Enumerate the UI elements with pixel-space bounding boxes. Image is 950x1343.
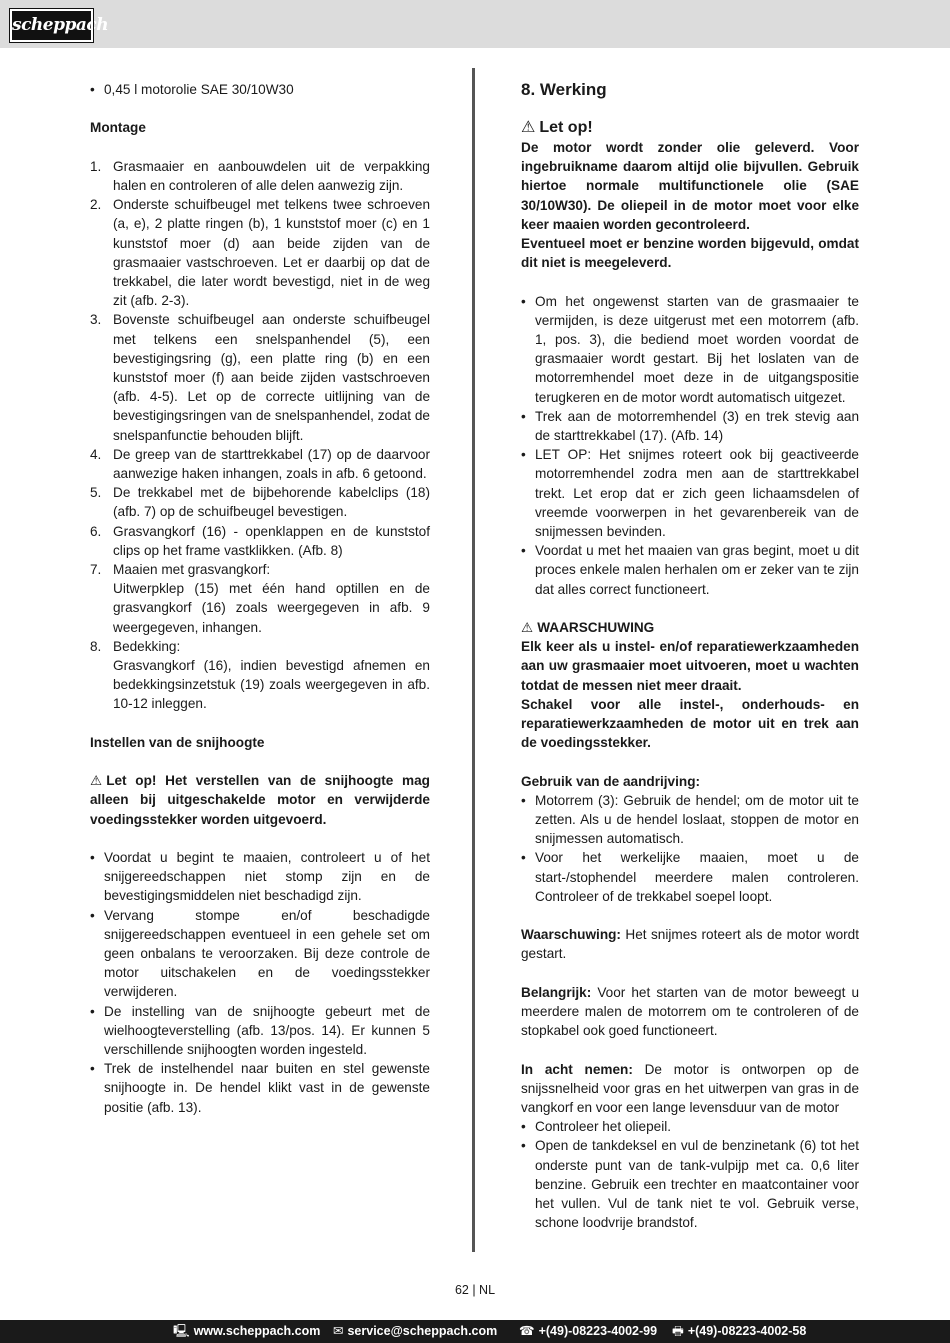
height-warning: ⚠ Let op! Het verstellen van de snijhoogte mag alleen bij uitgeschakelde motor en verwijderde voedingsstekker worden uitgevoerd. bbox=[90, 773, 430, 827]
warning-icon: ⚠ bbox=[90, 773, 103, 789]
list-item: 4. De greep van de starttrekkabel (17) op de daarvoor aanwezige haken inhangen, zoals in afb. 6 getoond. bbox=[90, 446, 430, 482]
column-divider bbox=[472, 68, 475, 1252]
list-item: 7. Maaien met grasvangkorf: Uitwerpklep (15) met één hand optillen en de grasvangkorf (16) zoals weergegeven in afb. 9 weergegeven, inhangen. bbox=[90, 562, 430, 635]
section-title: 8. Werking bbox=[521, 80, 607, 99]
operation-bullets bbox=[521, 292, 859, 599]
list-item: 2. Onderste schuifbeugel met telkens twee schroeven (a, e), 2 platte ringen (b), 1 kunststof moer (c) en 1 kunststof moer (d) aan beide zijden van de grasmaaier vastschroeven. Let er daarbij op dat de trekkabel, die later wordt bevestigd, niet in de weg zit (afb. 2-3). bbox=[90, 197, 430, 309]
list-item: • Trek de instelhendel naar buiten en stel gewenste snijhoogte in. De hendel klikt vast in de gewenste positie (afb. 13). bbox=[90, 1059, 430, 1117]
drive-heading: Gebruik van de aandrijving: bbox=[521, 773, 701, 789]
left-column bbox=[90, 80, 430, 1117]
warning-heading: ⚠ WAARSCHUWING bbox=[521, 618, 859, 637]
footer-email[interactable]: ✉ service@scheppach.com bbox=[333, 1320, 497, 1343]
list-item: • Controleer het oliepeil. bbox=[521, 1117, 859, 1136]
montage-steps bbox=[90, 157, 430, 714]
list-item: • Voordat u met het maaien van gras begint, moet u dit proces enkele malen herhalen om er zeker van te zijn dat alles correct functioneert. bbox=[521, 541, 859, 599]
inacht-paragraph: In acht nemen: De motor is ontworpen op de snijssnelheid voor gras en het uitwerpen van gras in de vangkorf en voor een lange levensduur van de motor bbox=[521, 1061, 860, 1116]
list-item: • LET OP: Het snijmes roteert ook bij geactiveerde motorremhendel zodra men aan de starttrekkabel trekt. Let erop dat er zich geen lichaamsdelen of vreemde voorwerpen in het gevarenbereik van de snijmessen bevinden. bbox=[521, 445, 859, 541]
warning-text-2: Schakel voor alle instel-, onderhouds- en reparatiewerkzaamheden de motor uit en trek aan de voedingsstekker. bbox=[521, 696, 859, 751]
list-item: 6. Grasvangkorf (16) - openklappen en de kunststof clips op het frame vastklikken. (Afb. 8) bbox=[90, 523, 430, 558]
belangrijk-paragraph: Belangrijk: Voor het starten van de motor beweegt u meerdere malen de motorrem om te controleren of de stopkabel ook goed functioneert. bbox=[521, 984, 859, 1039]
height-bullets bbox=[90, 848, 430, 1117]
fax-icon: 🖶 bbox=[672, 1324, 684, 1338]
list-item: • 0,45 l motorolie SAE 30/10W30 bbox=[90, 80, 430, 99]
warning-text: Elk keer als u instel- en/of reparatiewerkzaamheden aan uw grasmaaier moet uitvoeren, moet u wachten totdat de messen niet meer draait. bbox=[521, 639, 859, 693]
list-item: • Open de tankdeksel en vul de benzinetank (6) tot het onderste punt van de tank-vulpijp met ca. 0,6 liter benzine. Gebruik een trechter en maatcontainer voor het vullen. Vul de tank niet te vol. Gebruik verse, schone loodvrije brandstof. bbox=[521, 1136, 859, 1232]
warning-icon: ⚠ bbox=[521, 620, 534, 636]
mail-icon: ✉ bbox=[333, 1324, 344, 1338]
attention-heading: ⚠ Let op! bbox=[521, 119, 593, 136]
waarschuwing-paragraph: Waarschuwing: Het snijmes roteert als de motor wordt gestart. bbox=[521, 927, 859, 962]
list-item: • Vervang stompe en/of beschadigde snijgereedschappen eventueel in een gehele set om geen onbalans te veroorzaken. Bij deze controle de motor uitschakelen en de voedingsstekker verwijderen. bbox=[90, 906, 430, 1002]
list-item: • Trek aan de motorremhendel (3) en trek stevig aan de starttrekkabel (17). (Afb. 14) bbox=[521, 407, 859, 445]
right-column bbox=[521, 80, 859, 1232]
footer-website[interactable]: 🖳 www.scheppach.com bbox=[173, 1320, 320, 1343]
header-bar bbox=[0, 0, 950, 48]
snijhoogte-heading: Instellen van de snijhoogte bbox=[90, 734, 265, 750]
list-item: • Om het ongewenst starten van de grasmaaier te vermijden, is deze uitgerust met een motorrem (afb. 1, pos. 3), die bediend moet worden voordat de grasmaaier wordt gestart. Bij het loslaten van de motorremhendel moet deze in de uitgangspositie terugkeren en de motor wordt automatisch uitgezet. bbox=[521, 292, 859, 407]
list-item: • De instelling van de snijhoogte gebeurt met de wielhoogteverstelling (afb. 13/pos. 14). Er kunnen 5 verschillende snijhoogten worden ingesteld. bbox=[90, 1002, 430, 1060]
list-item: • Voor het werkelijke maaien, moet u de start-/stophendel meerdere malen controleren. Controleer of de trekkabel soepel loopt. bbox=[521, 848, 859, 906]
attention-text: De motor wordt zonder olie geleverd. Voor ingebruikname daarom altijd olie bijvullen. Gebruik hiertoe normale multifunctionele olie (SAE 30/10W30). De oliepeil in de motor moet voor elke keer maaien worden gecontroleerd. bbox=[521, 140, 859, 232]
final-bullets bbox=[521, 1117, 859, 1232]
computer-icon: 🖳 bbox=[173, 1324, 190, 1338]
list-item: • Motorrem (3): Gebruik de hendel; om de motor uit te zetten. Als u de hendel loslaat, stoppen de motor en snijmessen automatisch. bbox=[521, 791, 859, 849]
montage-heading: Montage bbox=[90, 120, 146, 136]
phone-icon: ☎ bbox=[519, 1324, 535, 1338]
attention-text-2: Eventueel moet er benzine worden bijgevuld, omdat dit niet is meegeleverd. bbox=[521, 236, 859, 271]
page-number: 62 | NL bbox=[454, 1283, 496, 1297]
list-item: 1. Grasmaaier en aanbouwdelen uit de verpakking halen en controleren of alle delen aanwezig zijn. bbox=[90, 158, 430, 193]
footer-phone: ☎ +(49)-08223-4002-99 bbox=[519, 1320, 657, 1343]
scheppach-logo: scheppach bbox=[10, 9, 93, 42]
footer-bar bbox=[0, 1320, 950, 1343]
list-item: 3. Bovenste schuifbeugel aan onderste schuifbeugel met telkens een snelspanhendel (5), een bevestigingsring (g), een platte ring (b) en een kunststof moer (f) aan beide zijden vastschroeven (afb. 4-5). Let op de correcte uitlijning van de bevestigingsringen van de snelspanhendel, zodat de snelspanfunctie behouden blijft. bbox=[90, 312, 430, 443]
footer-fax: 🖶 +(49)-08223-4002-58 bbox=[672, 1320, 806, 1343]
oil-list bbox=[90, 80, 430, 99]
list-item: • Voordat u begint te maaien, controleert u of het snijgereedschappen niet stomp zijn en de bevestigingsmiddelen niet beschadigd zijn. bbox=[90, 848, 430, 906]
list-item: 5. De trekkabel met de bijbehorende kabelclips (18) (afb. 7) op de schuifbeugel bevestigen. bbox=[90, 485, 430, 520]
drive-bullets bbox=[521, 791, 859, 906]
list-item: 8. Bedekking: Grasvangkorf (16), indien bevestigd afnemen en bedekkingsinzetstuk (19) zoals weergegeven in afb. 10-12 inleggen. bbox=[90, 638, 430, 712]
warning-icon: ⚠ bbox=[521, 119, 536, 136]
